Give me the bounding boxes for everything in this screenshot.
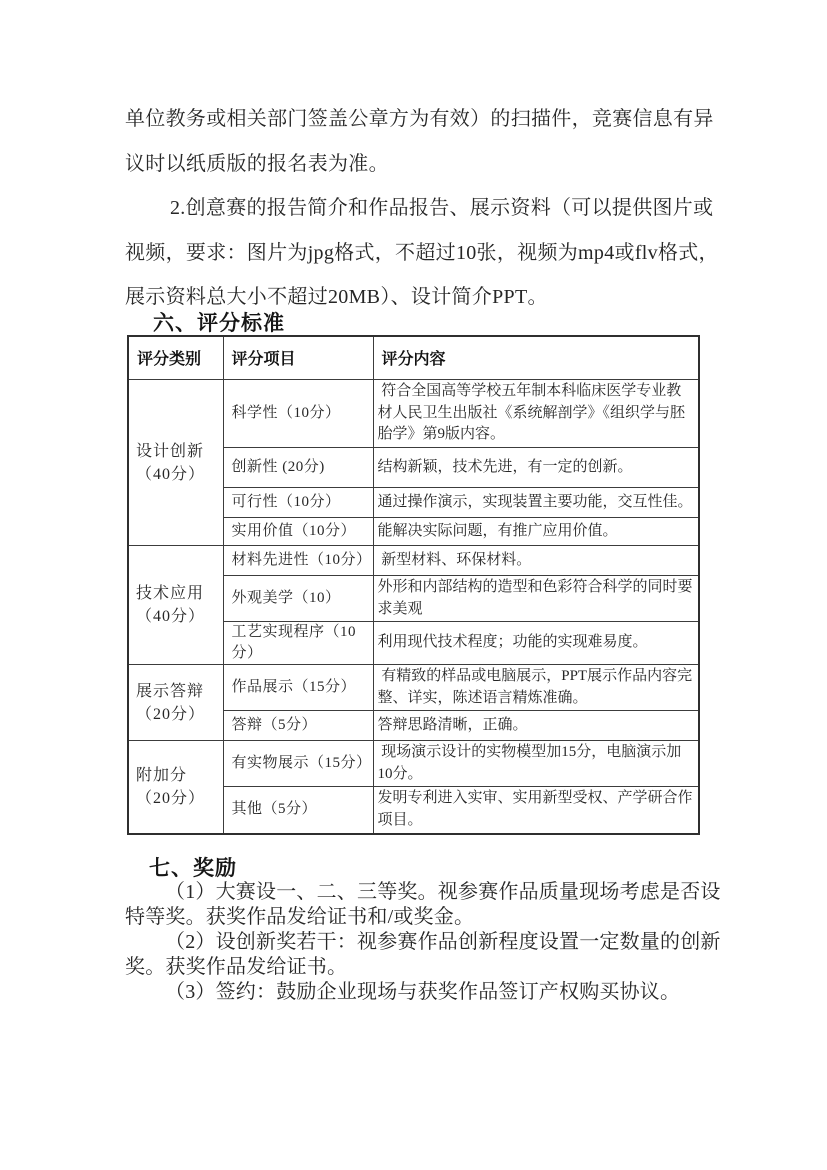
content-cell: 新型材料、环保材料。 (373, 546, 699, 576)
item-cell: 外观美学（10） (223, 576, 373, 622)
paragraph-line: （1）大赛设一、二、三等奖。视参赛作品质量现场考虑是否设 (165, 880, 721, 903)
paragraph-line: 奖。获奖作品发给证书。 (125, 955, 348, 978)
content-cell: 答辩思路清晰，正确。 (373, 711, 699, 741)
item-cell: 作品展示（15分） (223, 665, 373, 711)
category-cell: 附加分（20分） (128, 741, 223, 834)
paragraph-line: 议时以纸质版的报名表为准。 (125, 152, 389, 175)
paragraph-line: 特等奖。获奖作品发给证书和/或奖金。 (125, 905, 475, 928)
item-cell: 实用价值（10分） (223, 518, 373, 546)
category-cell: 技术应用（40分） (128, 546, 223, 665)
content-cell: 利用现代技术程度；功能的实现难易度。 (373, 622, 699, 665)
table-row (128, 380, 699, 448)
item-cell: 其他（5分） (223, 787, 373, 834)
section-heading-awards: 七、奖励 (149, 856, 237, 880)
item-cell: 创新性 (20分) (223, 448, 373, 488)
table-row (128, 546, 699, 576)
col-header-content: 评分内容 (373, 336, 699, 380)
table-row (128, 741, 699, 787)
paragraph-line: （2）设创新奖若干：视参赛作品创新程度设置一定数量的创新 (165, 930, 721, 953)
category-cell: 设计创新（40分） (128, 380, 223, 546)
content-cell: 现场演示设计的实物模型加15分，电脑演示加10分。 (373, 741, 699, 787)
col-header-item: 评分项目 (223, 336, 373, 380)
section-heading-scoring: 六、评分标准 (153, 311, 285, 335)
item-cell: 有实物展示（15分） (223, 741, 373, 787)
item-cell: 答辩（5分） (223, 711, 373, 741)
table-row (128, 665, 699, 711)
col-header-category: 评分类别 (128, 336, 223, 380)
paragraph-line: 展示资料总大小不超过20MB）、设计简介PPT。 (125, 286, 548, 308)
item-cell: 材料先进性（10分） (223, 546, 373, 576)
item-cell: 工艺实现程序（10分） (223, 622, 373, 665)
content-cell: 符合全国高等学校五年制本科临床医学专业教材人民卫生出版社《系统解剖学》《组织学与胚胎学》第9版内容。 (373, 380, 699, 448)
content-cell: 有精致的样品或电脑展示，PPT展示作品内容完整、详实，陈述语言精炼准确。 (373, 665, 699, 711)
item-cell: 科学性（10分） (223, 380, 373, 448)
paragraph-line: 视频，要求：图片为jpg格式，不超过10张，视频为mp4或flv格式， (125, 241, 719, 264)
paragraph-line: （3）签约：鼓励企业现场与获奖作品签订产权购买协议。 (165, 980, 681, 1003)
content-cell: 能解决实际问题，有推广应用价值。 (373, 518, 699, 546)
category-cell: 展示答辩（20分） (128, 665, 223, 741)
table-header-row (128, 336, 699, 380)
content-cell: 通过操作演示，实现装置主要功能，交互性佳。 (373, 488, 699, 518)
paragraph-line: 单位教务或相关部门签盖公章方为有效）的扫描件，竞赛信息有异 (125, 108, 714, 130)
content-cell: 结构新颖，技术先进，有一定的创新。 (373, 448, 699, 488)
scoring-table (127, 335, 700, 835)
content-cell: 外形和内部结构的造型和色彩符合科学的同时要求美观 (373, 576, 699, 622)
item-cell: 可行性（10分） (223, 488, 373, 518)
paragraph-line: 2.创意赛的报告简介和作品报告、展示资料（可以提供图片或 (170, 197, 714, 219)
content-cell: 发明专利进入实审、实用新型受权、产学研合作项目。 (373, 787, 699, 834)
